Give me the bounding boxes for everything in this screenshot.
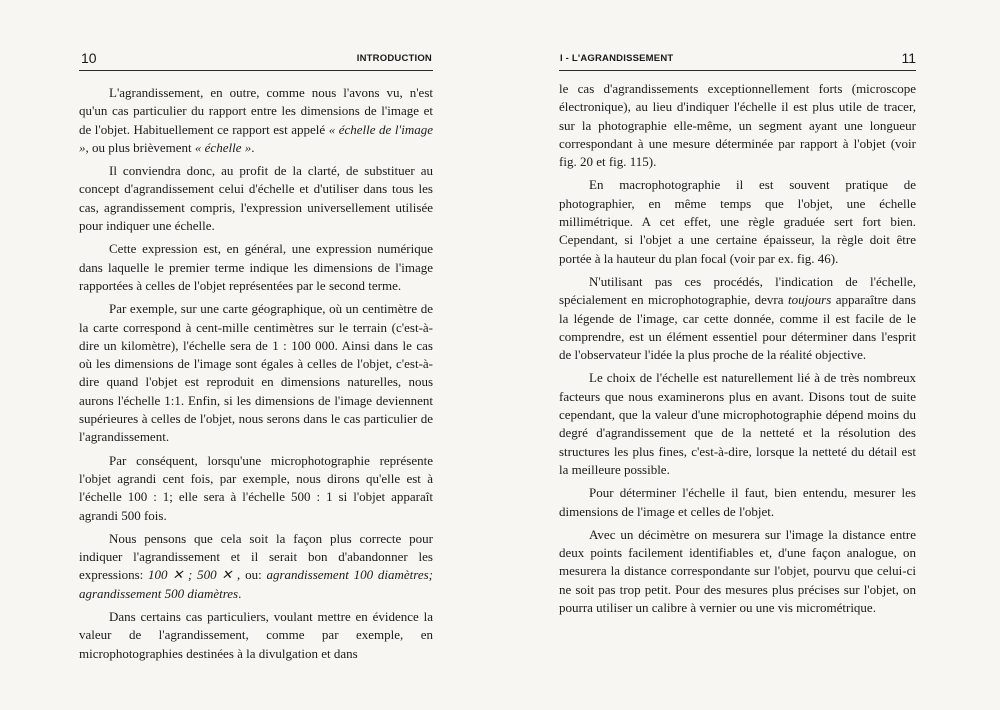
paragraph: Il conviendra donc, au profit de la clarté, de substituer au concept d'agrandissement celui d'échelle et d'utiliser dans tous les cas, agrandissement compris, l'expression universellement utilisée pour indiquer une échelle. (79, 163, 433, 234)
right-running-head: I - L'AGRANDISSEMENT (560, 53, 674, 64)
right-page-number: 11 (901, 50, 916, 66)
paragraph: Dans certains cas particuliers, voulant mettre en évidence la valeur de l'agrandissement, comme par exemple, en microphotographies destinées à la divulgation et dans (79, 609, 433, 661)
left-running-head: INTRODUCTION (356, 53, 432, 64)
right-page-body (559, 80, 916, 622)
paragraph: N'utilisant pas ces procédés, l'indication de l'échelle, spécialement en microphotographie, devra toujours apparaître dans la légende de l'image, car cette donnée, comme il est facile de le comprendre, est un élément essentiel pour déterminer dans l'esprit de l'observateur l'idée la plus proche de la réalité objective. (559, 273, 916, 363)
paragraph: En macrophotographie il est souvent pratique de photographier, en même temps que l'objet, une échelle millimétrique. A cet effet, une règle graduée sert fort bien. Cependant, si l'objet a une certaine épaisseur, la règle doit être portée à la hauteur du plan focal (voir par ex. fig. 46). (559, 177, 916, 266)
right-page (500, 0, 1000, 710)
left-page-body (79, 84, 433, 668)
paragraph: Par conséquent, lorsqu'une microphotographie représente l'objet agrandi cent fois, par exemple, nous dirons qu'elle est à l'échelle 100 : 1; elle sera à l'échelle 500 : 1 si l'objet apparaît agrandi 500 fois. (79, 452, 433, 523)
left-page-number: 10 (81, 50, 97, 66)
paragraph: Avec un décimètre on mesurera sur l'image la distance entre deux points facilement identifiables et, d'une façon analogue, on mesurera la distance correspondante sur l'objet, pourvu que celui-ci ne soit pas trop petit. Pour des mesures plus précises sur l'objet, on pourra utiliser un calibre à vernier ou une vis micrométrique. (559, 526, 916, 616)
right-page-header (559, 50, 916, 71)
paragraph: L'agrandissement, en outre, comme nous l'avons vu, n'est qu'un cas particulier du rapport entre les dimensions de l'image et de l'objet. Habituellement ce rapport est appelé « échelle de l'image », ou plus brièvement « échelle ». (79, 85, 433, 155)
paragraph: Le choix de l'échelle est naturellement lié à de très nombreux facteurs que nous examinerons plus en avant. Disons tout de suite cependant, que la valeur d'une microphotographie dépend moins du degré d'agrandissement que de la netteté et la résolution des structures les plus fines, c'est-à-dire, lorsque la netteté du détail est la meilleure possible. (559, 370, 916, 477)
paragraph: Cette expression est, en général, une expression numérique dans laquelle le premier terme indique les dimensions de l'image rapportées à celles de l'objet représentées par le second terme. (79, 241, 433, 293)
paragraph: Pour déterminer l'échelle il faut, bien entendu, mesurer les dimensions de l'image et celles de l'objet. (559, 485, 916, 519)
paragraph: Nous pensons que cela soit la façon plus correcte pour indiquer l'agrandissement et il serait bon d'abandonner les expressions: 100 ✕ ; 500 ✕ , ou: agrandissement 100 diamètres; agrandissement 500 diamètres. (79, 530, 433, 601)
left-page-header (79, 50, 433, 71)
paragraph: Par exemple, sur une carte géographique, où un centimètre de la carte correspond à cent-mille centimètres sur le terrain (c'est-à-dire un kilomètre), l'échelle sera de 1 : 100 000. Ainsi dans le cas où les dimensions de l'image sont égales à celles de l'objet, c'est-à-dire quand l'objet est reproduit en dimensions naturelles, nous aurons l'échelle 1:1. Enfin, si les dimensions de l'image deviennent supérieures à celles de l'objet, nous serons dans le cas particulier de l'agrandissement. (79, 301, 433, 445)
paragraph: le cas d'agrandissements exceptionnellement forts (microscope électronique), au lieu d'indiquer l'échelle il est plus utile de tracer, sur la photographie elle-même, un segment ayant une longueur correspondant à une mesure déterminée par rapport à l'objet (voir fig. 20 et fig. 115). (559, 81, 916, 170)
